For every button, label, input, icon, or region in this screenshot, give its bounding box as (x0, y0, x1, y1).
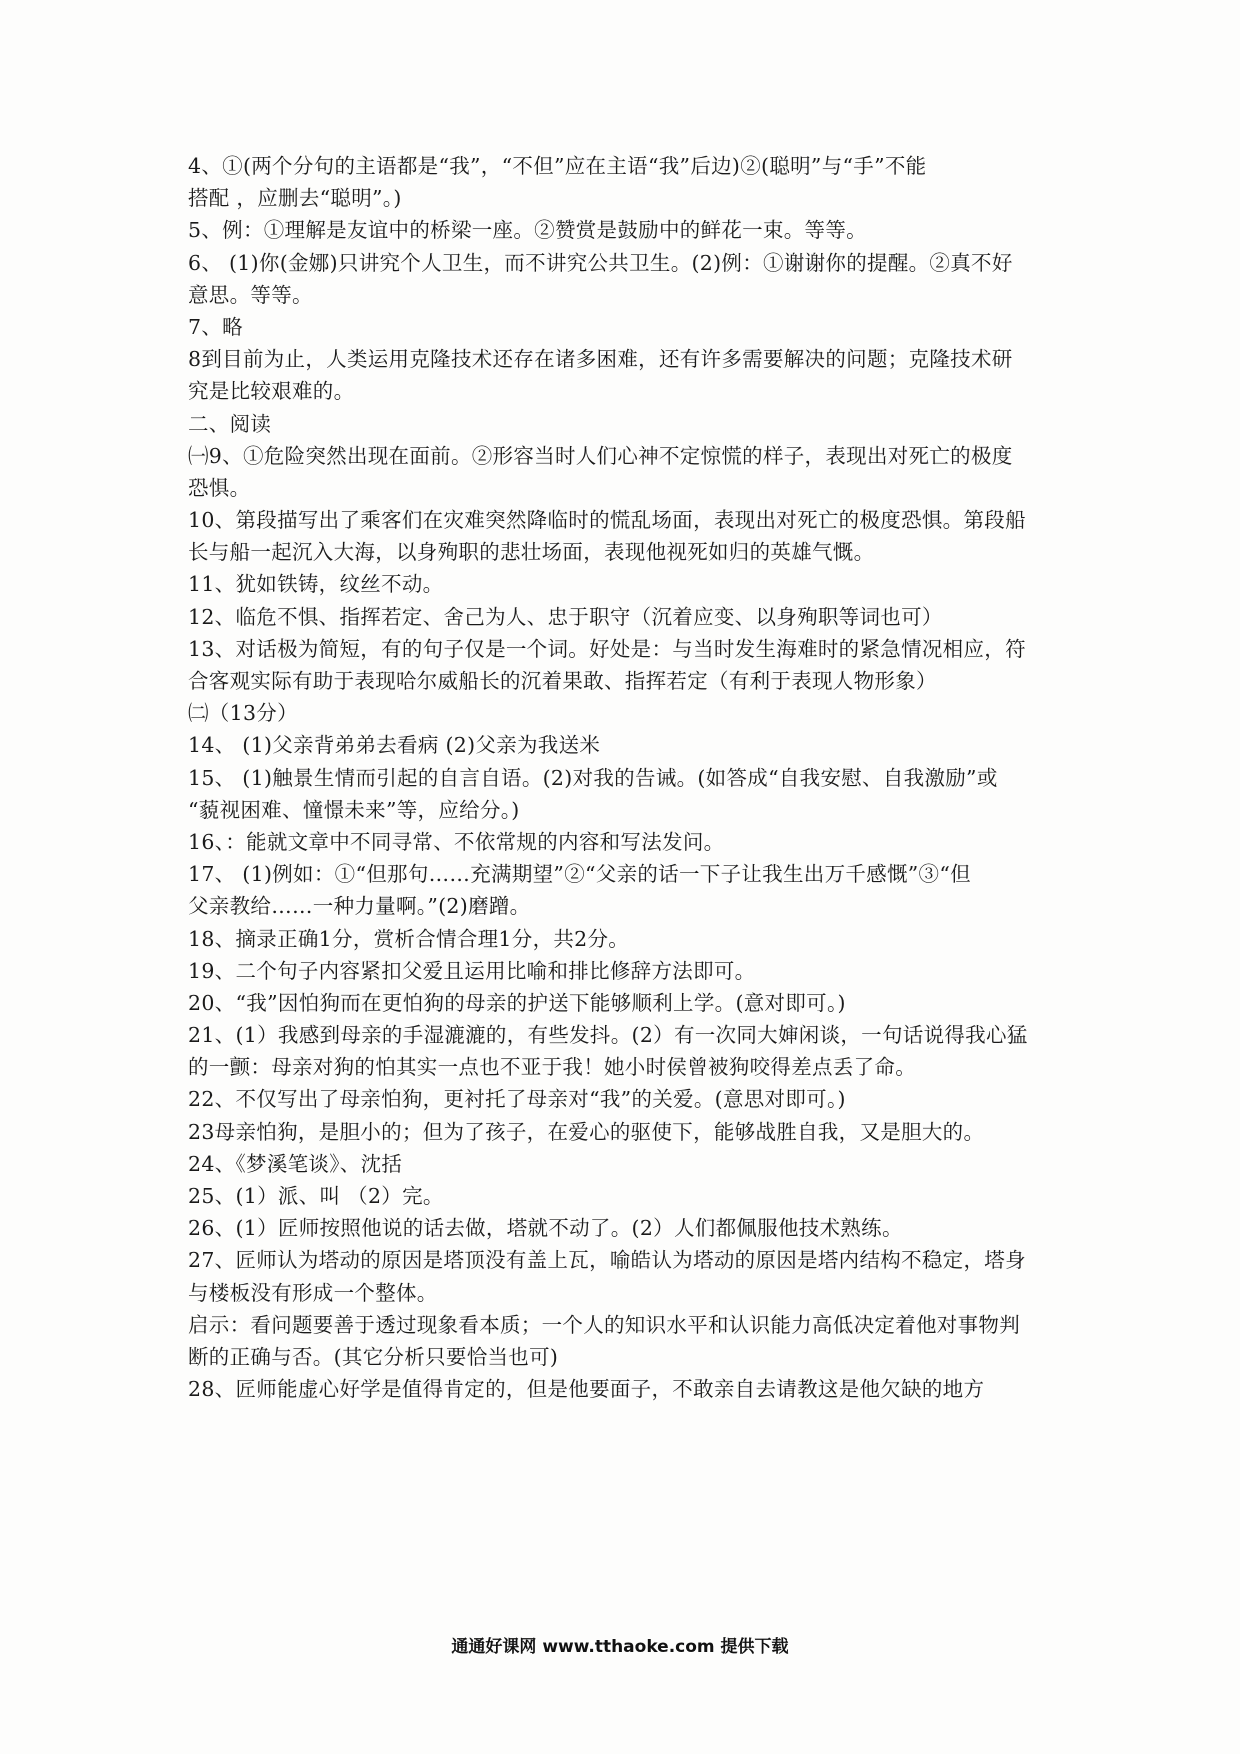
text-line: 12、临危不惧、指挥若定、舍己为人、忠于职守（沉着应变、以身殉职等词也可） (188, 604, 943, 629)
text-line: 17、 (1)例如：①“但那句……充满期望”②“父亲的话一下子让我生出万千感慨”③“但 (188, 862, 971, 887)
text-line: 26、(1）匠师按照他说的话去做，塔就不动了。(2）人们都佩服他技术熟练。 (188, 1216, 903, 1241)
text-line: 11、犹如铁铸，纹丝不动。 (188, 572, 444, 597)
text-line: 的一颤：母亲对狗的怕其实一点也不亚于我！她小时侯曾被狗咬得差点丢了命。 (188, 1055, 916, 1080)
text-line: 28、匠师能虚心好学是值得肯定的，但是他要面子，不敢亲自去请教这是他欠缺的地方 (188, 1377, 985, 1402)
text-line: 25、(1）派、叫 （2）完。 (188, 1184, 444, 1208)
text-line: 断的正确与否。(其它分析只要恰当也可) (188, 1344, 559, 1369)
text-line: 10、第段描写出了乘客们在灾难突然降临时的慌乱场面，表现出对死亡的极度恐惧。第段船 (188, 508, 1026, 533)
answer-text-block (188, 150, 1058, 1405)
text-line: 启示：看问题要善于透过现象看本质；一个人的知识水平和认识能力高低决定着他对事物判 (188, 1312, 1020, 1337)
text-line: “藐视困难、憧憬未来”等，应给分。) (188, 797, 520, 822)
text-line: 18、摘录正确1分，赏析合情合理1分，共2分。 (188, 926, 630, 951)
text-line: 22、不仅写出了母亲怕狗，更衬托了母亲对“我”的关爱。(意思对即可。) (188, 1087, 846, 1112)
text-line: 父亲教给……一种力量啊。”(2)磨蹭。 (188, 894, 531, 919)
text-line: 6、 (1)你(金娜)只讲究个人卫生，而不讲究公共卫生。(2)例：①谢谢你的提醒。②真不好 (188, 250, 1013, 275)
text-line: 二、阅读 (188, 411, 272, 436)
text-line: 24、《梦溪笔谈》、沈括 (188, 1151, 403, 1176)
text-line: 16、：能就文章中不同寻常、不依常规的内容和写法发问。 (188, 829, 725, 854)
text-line: 23母亲怕狗，是胆小的；但为了孩子，在爱心的驱使下，能够战胜自我，又是胆大的。 (188, 1119, 985, 1144)
text-line: 14、 (1)父亲背弟弟去看病 (2)父亲为我送米 (188, 733, 601, 758)
text-line: 长与船一起沉入大海，以身殉职的悲壮场面，表现他视死如归的英雄气慨。 (188, 540, 875, 565)
text-line: ㈡（13分） (188, 701, 298, 726)
text-line: 20、“我”因怕狗而在更怕狗的母亲的护送下能够顺利上学。(意对即可。) (188, 990, 846, 1015)
text-line: 搭配 ，应删去“聪明”。) (188, 186, 402, 211)
text-line: ㈠9、①危险突然出现在面前。②形容当时人们心神不定惊慌的样子，表现出对死亡的极度 (188, 443, 1013, 468)
text-line: 意思。等等。 (188, 282, 313, 307)
text-line: 7、略 (188, 314, 243, 339)
text-line: 合客观实际有助于表现哈尔威船长的沉着果敢、指挥若定（有利于表现人物形象） (188, 669, 937, 693)
text-line: 4、①(两个分句的主语都是“我”，“不但”应在主语“我”后边)②(聪明”与“手”不能 (188, 154, 927, 178)
text-line: 27、匠师认为塔动的原因是塔顶没有盖上瓦，喻皓认为塔动的原因是塔内结构不稳定，塔身 (188, 1248, 1026, 1273)
text-line: 19、二个句子内容紧扣父爱且运用比喻和排比修辞方法即可。 (188, 958, 756, 983)
text-line: 15、 (1)触景生情而引起的自言自语。(2)对我的告诫。(如答成“自我安慰、自我激励”或 (188, 765, 998, 790)
text-line: 究是比较艰难的。 (188, 379, 355, 404)
text-line: 与楼板没有形成一个整体。 (188, 1280, 438, 1305)
text-line: 8到目前为止，人类运用克隆技术还存在诸多困难，还有许多需要解决的问题；克隆技术研 (188, 347, 1013, 372)
page-footer: 通通好课网 www.tthaoke.com 提供下载 (451, 1637, 789, 1657)
text-line: 恐惧。 (188, 475, 251, 500)
text-line: 5、例：①理解是友谊中的桥梁一座。②赞赏是鼓励中的鲜花一束。等等。 (188, 218, 867, 243)
text-line: 21、(1）我感到母亲的手湿漉漉的，有些发抖。(2）有一次同大婶闲谈，一句话说得我心猛 (188, 1023, 1028, 1048)
text-line: 13、对话极为简短，有的句子仅是一个词。好处是：与当时发生海难时的紧急情况相应，符 (188, 636, 1026, 661)
